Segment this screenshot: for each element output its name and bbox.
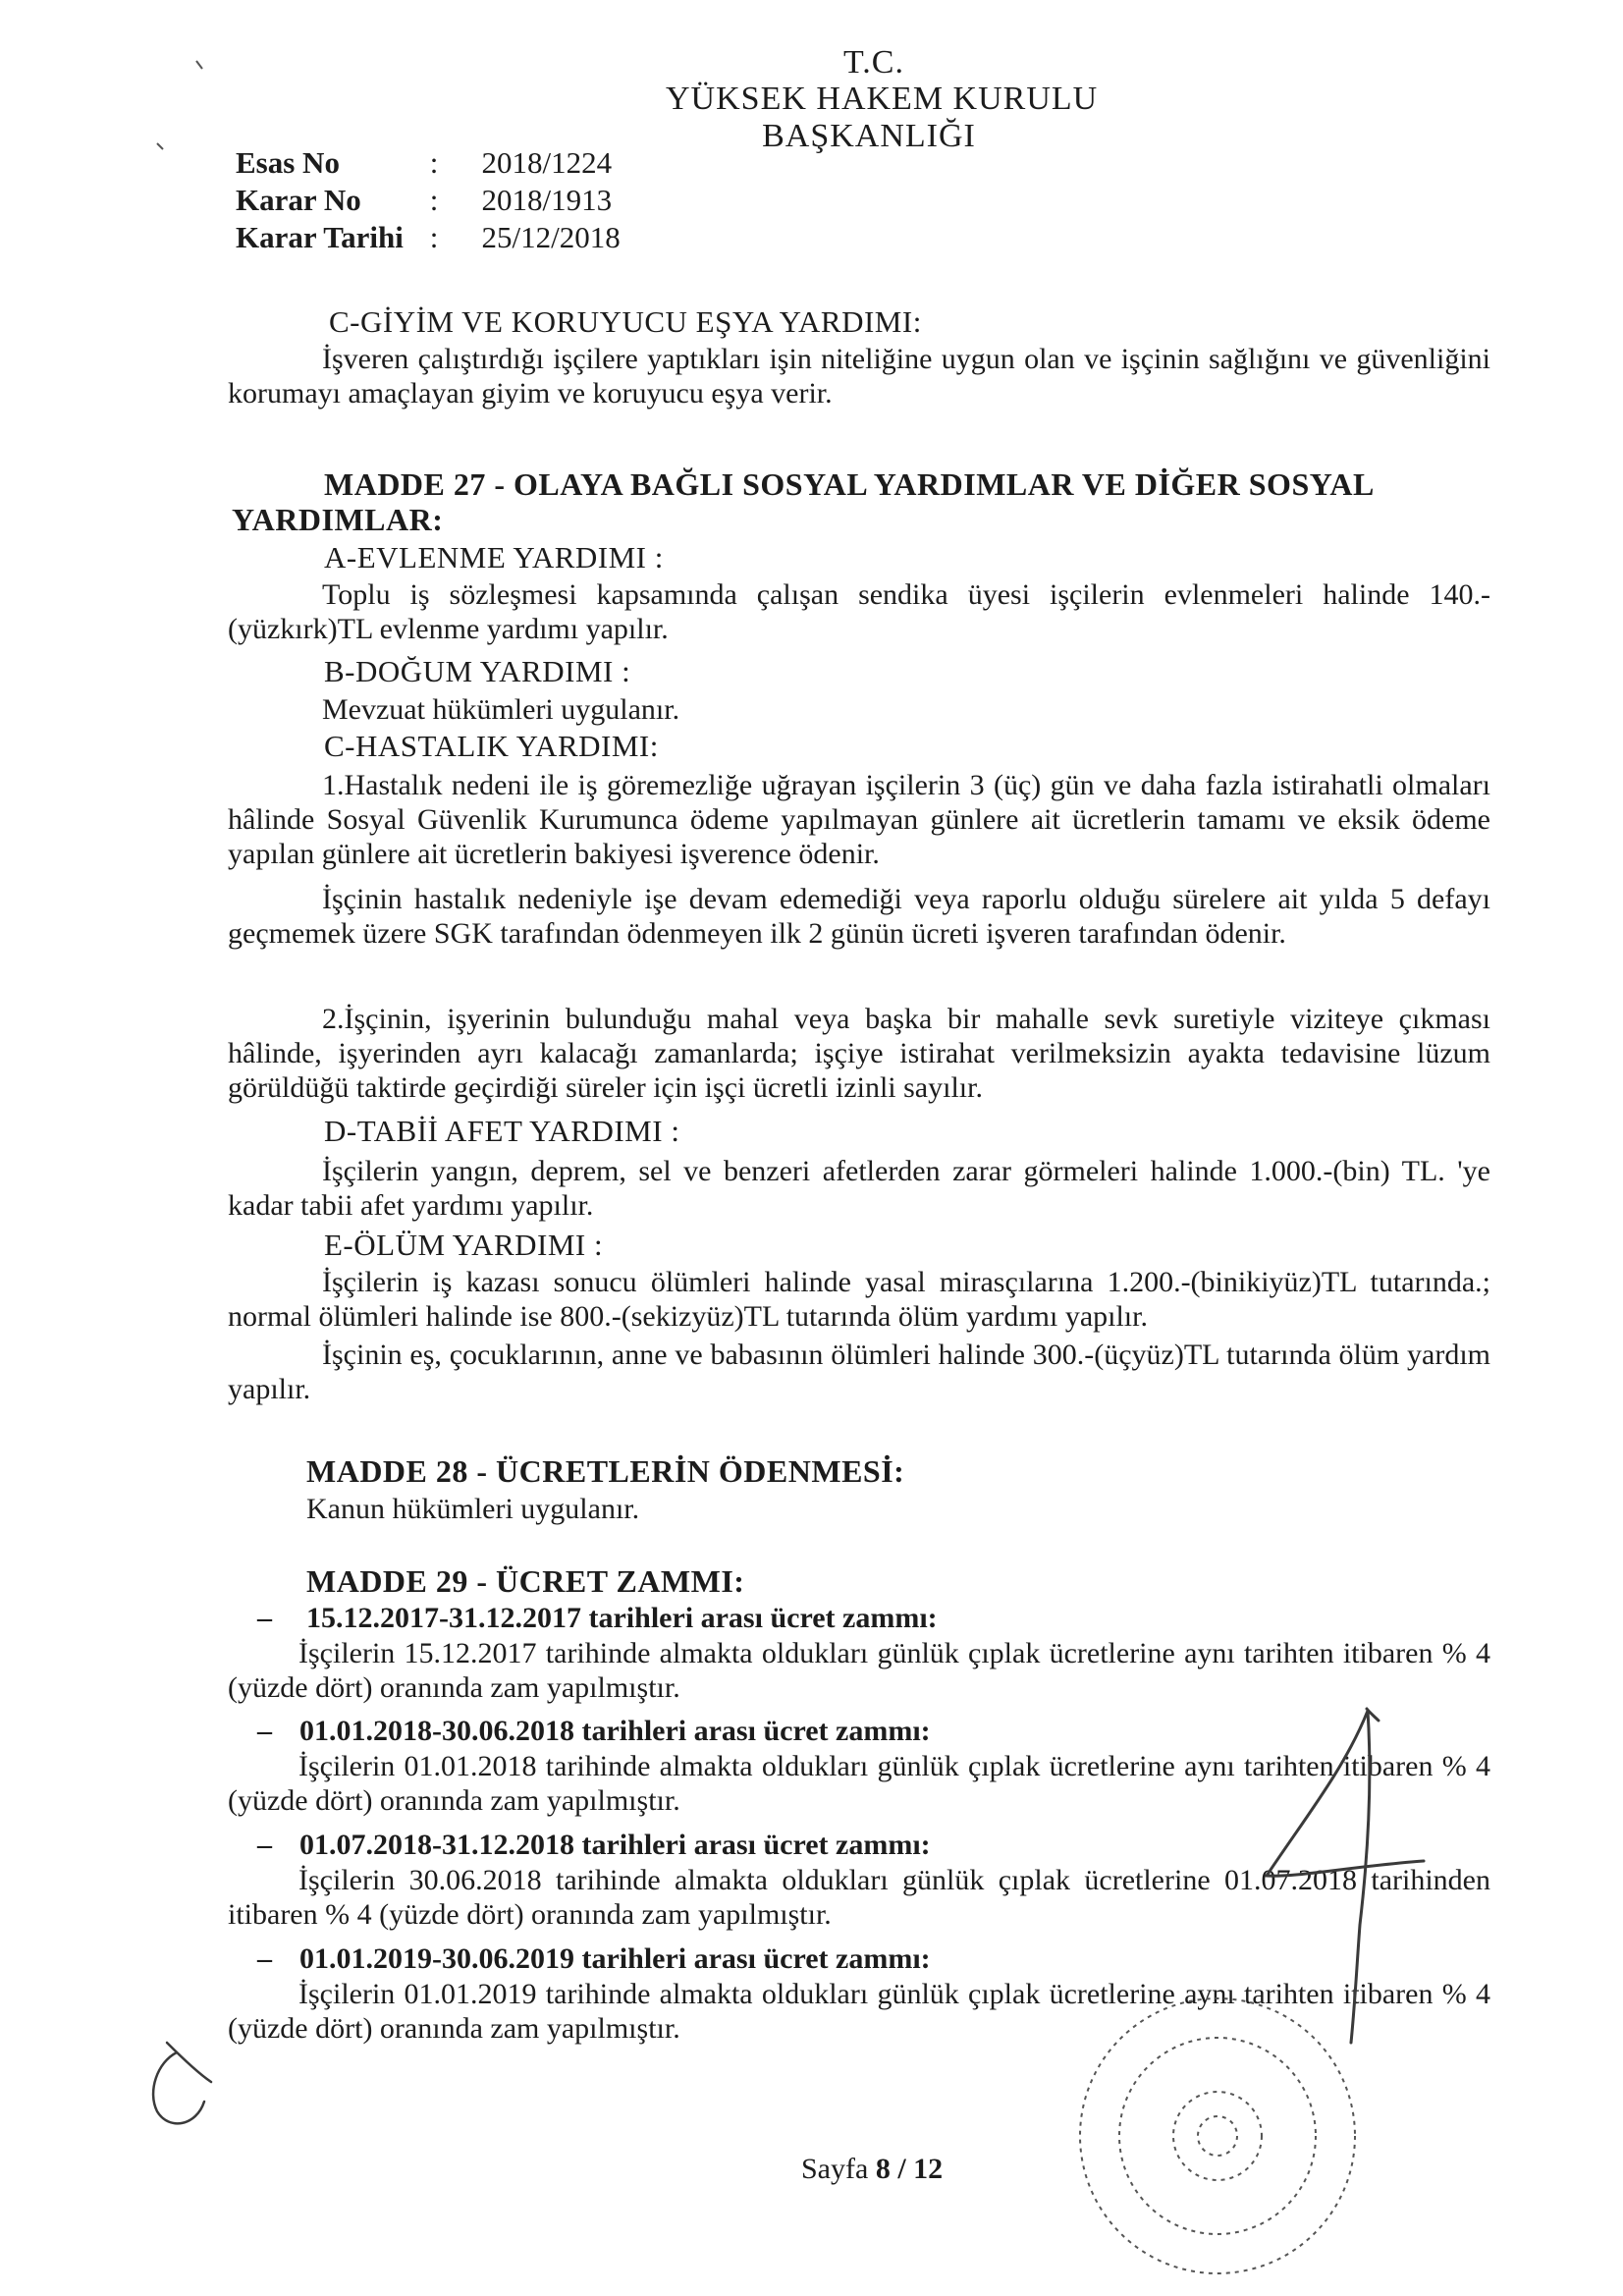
zam-dash: – xyxy=(257,1829,272,1861)
zam-text-3: İşçilerin 30.06.2018 tarihinde almakta oldukları günlük çıplak ücretlerine 01.07.2018 tarihinden itibaren % 4 (yüzde dört) oranında zam yapılmıştır. xyxy=(228,1864,1490,1931)
olum-title: E-ÖLÜM YARDIMI : xyxy=(324,1228,604,1262)
madde29-title: MADDE 29 - ÜCRET ZAMMI: xyxy=(306,1563,745,1599)
page-current: 8 xyxy=(875,2153,891,2185)
page-total: 12 xyxy=(913,2153,944,2185)
stray-mark-icon xyxy=(157,61,202,149)
hastalik-title: C-HASTALIK YARDIMI: xyxy=(324,729,659,763)
olum-text-2: İşçinin eş, çocuklarının, anne ve babasının ölümleri halinde 300.-(üçyüz)TL tutarında ölüm yardım yapılır. xyxy=(228,1339,1490,1405)
meta-karar-value: 2018/1913 xyxy=(481,183,613,217)
hastalik-text-2: İşçinin hastalık nedeniyle işe devam edemediği veya raporlu olduğu sürelere ait yılda 5 defayı geçmemek üzere SGK tarafından ödenmeyen ilk 2 günün ücreti işveren tarafından ödenir. xyxy=(228,883,1490,950)
madde27-title-line2: YARDIMLAR: xyxy=(232,502,444,537)
handwritten-signature-icon xyxy=(1267,1709,1424,2043)
zam-dash: – xyxy=(257,1942,272,1975)
header-presidency: BAŞKANLIĞI xyxy=(762,118,976,154)
header-institution: YÜKSEK HAKEM KURULU xyxy=(666,81,1099,117)
zam-heading-2: 01.01.2018-30.06.2018 tarihleri arası ücret zammı: xyxy=(299,1715,931,1747)
c-giyim-text: İşveren çalıştırdığı işçilere yaptıkları işin niteliğine uygun olan ve işçinin sağlığını ve güvenliğini korumayı amaçlayan giyim ve koruyucu eşya verir. xyxy=(228,343,1490,410)
zam-heading-1: 15.12.2017-31.12.2017 tarihleri arası ücret zammı: xyxy=(306,1602,938,1634)
hastalik-text-3: 2.İşçinin, işyerinin bulunduğu mahal veya başka bir mahalle sevk suretiyle viziteye çıkması hâlinde, işyerinden ayrı kalacağı zamanlarda; işçiye istirahat verilmeksizin ayakta tedavisine lüzum görüldüğü taktirde geçirdiği süreler için işçi ücretli izinli sayılır. xyxy=(228,1003,1490,1104)
page-label: Sayfa xyxy=(801,2153,869,2185)
c-giyim-title: C-GİYİM VE KORUYUCU EŞYA YARDIMI: xyxy=(329,304,922,339)
meta-sep: : xyxy=(429,220,439,254)
meta-esas-value: 2018/1224 xyxy=(481,145,613,180)
official-seal-icon xyxy=(1080,1998,1355,2273)
header-tc: T.C. xyxy=(843,44,904,81)
meta-sep: : xyxy=(429,183,439,217)
olum-text-1: İşçilerin iş kazası sonucu ölümleri halinde yasal mirasçılarına 1.200.-(binikiyüz)TL tutarında.; normal ölümleri halinde ise 800.-(sekizyüz)TL tutarında ölüm yardımı yapılır. xyxy=(228,1266,1490,1333)
hastalik-text-1: 1.Hastalık nedeni ile iş göremezliğe uğrayan işçilerin 3 (üç) gün ve daha fazla istirahatli olmaları hâlinde Sosyal Güvenlik Kurumunca ödeme yapılmayan günlere ait ücretlerin tamamı ve eksik ödeme yapılan günlere ait ücretlerin bakiyesi işverence ödenir. xyxy=(228,769,1490,870)
page-sep: / xyxy=(897,2153,906,2185)
zam-dash: – xyxy=(257,1602,272,1634)
zam-text-4: İşçilerin 01.01.2019 tarihinde almakta oldukları günlük çıplak ücretlerine aynı tarihten itibaren % 4 (yüzde dört) oranında zam yapılmıştır. xyxy=(228,1978,1490,2045)
zam-heading-4: 01.01.2019-30.06.2019 tarihleri arası ücret zammı: xyxy=(299,1942,931,1975)
meta-tarih-label: Karar Tarihi xyxy=(236,220,404,254)
madde28-text: Kanun hükümleri uygulanır. xyxy=(306,1493,640,1525)
zam-dash: – xyxy=(257,1715,272,1747)
dogum-title: B-DOĞUM YARDIMI : xyxy=(324,654,631,688)
dogum-text: Mevzuat hükümleri uygulanır. xyxy=(322,693,680,726)
meta-tarih-value: 25/12/2018 xyxy=(481,220,621,254)
evlenme-text: Toplu iş sözleşmesi kapsamında çalışan sendika üyesi işçilerin evlenmeleri halinde 140.-(yüzkırk)TL evlenme yardımı yapılır. xyxy=(228,578,1490,645)
meta-sep: : xyxy=(429,145,439,180)
zam-text-1: İşçilerin 15.12.2017 tarihinde almakta oldukları günlük çıplak ücretlerine aynı tarihten itibaren % 4 (yüzde dört) oranında zam yapılmıştır. xyxy=(228,1637,1490,1704)
meta-esas-label: Esas No xyxy=(236,145,340,180)
meta-karar-label: Karar No xyxy=(236,183,361,217)
afet-title: D-TABİİ AFET YARDIMI : xyxy=(324,1114,680,1148)
madde28-title: MADDE 28 - ÜCRETLERİN ÖDENMESİ: xyxy=(306,1453,905,1489)
madde27-title-line1: MADDE 27 - OLAYA BAĞLI SOSYAL YARDIMLAR VE DİĞER SOSYAL xyxy=(324,466,1375,502)
afet-text: İşçilerin yangın, deprem, sel ve benzeri afetlerden zarar görmeleri halinde 1.000.-(bin) TL. 'ye kadar tabii afet yardımı yapılır. xyxy=(228,1155,1490,1222)
zam-text-2: İşçilerin 01.01.2018 tarihinde almakta oldukları günlük çıplak ücretlerine aynı tarihten itibaren % 4 (yüzde dört) oranında zam yapılmıştır. xyxy=(228,1750,1490,1817)
evlenme-title: A-EVLENME YARDIMI : xyxy=(324,540,664,574)
margin-scribble-icon xyxy=(153,2043,211,2123)
zam-heading-3: 01.07.2018-31.12.2018 tarihleri arası ücret zammı: xyxy=(299,1829,931,1861)
